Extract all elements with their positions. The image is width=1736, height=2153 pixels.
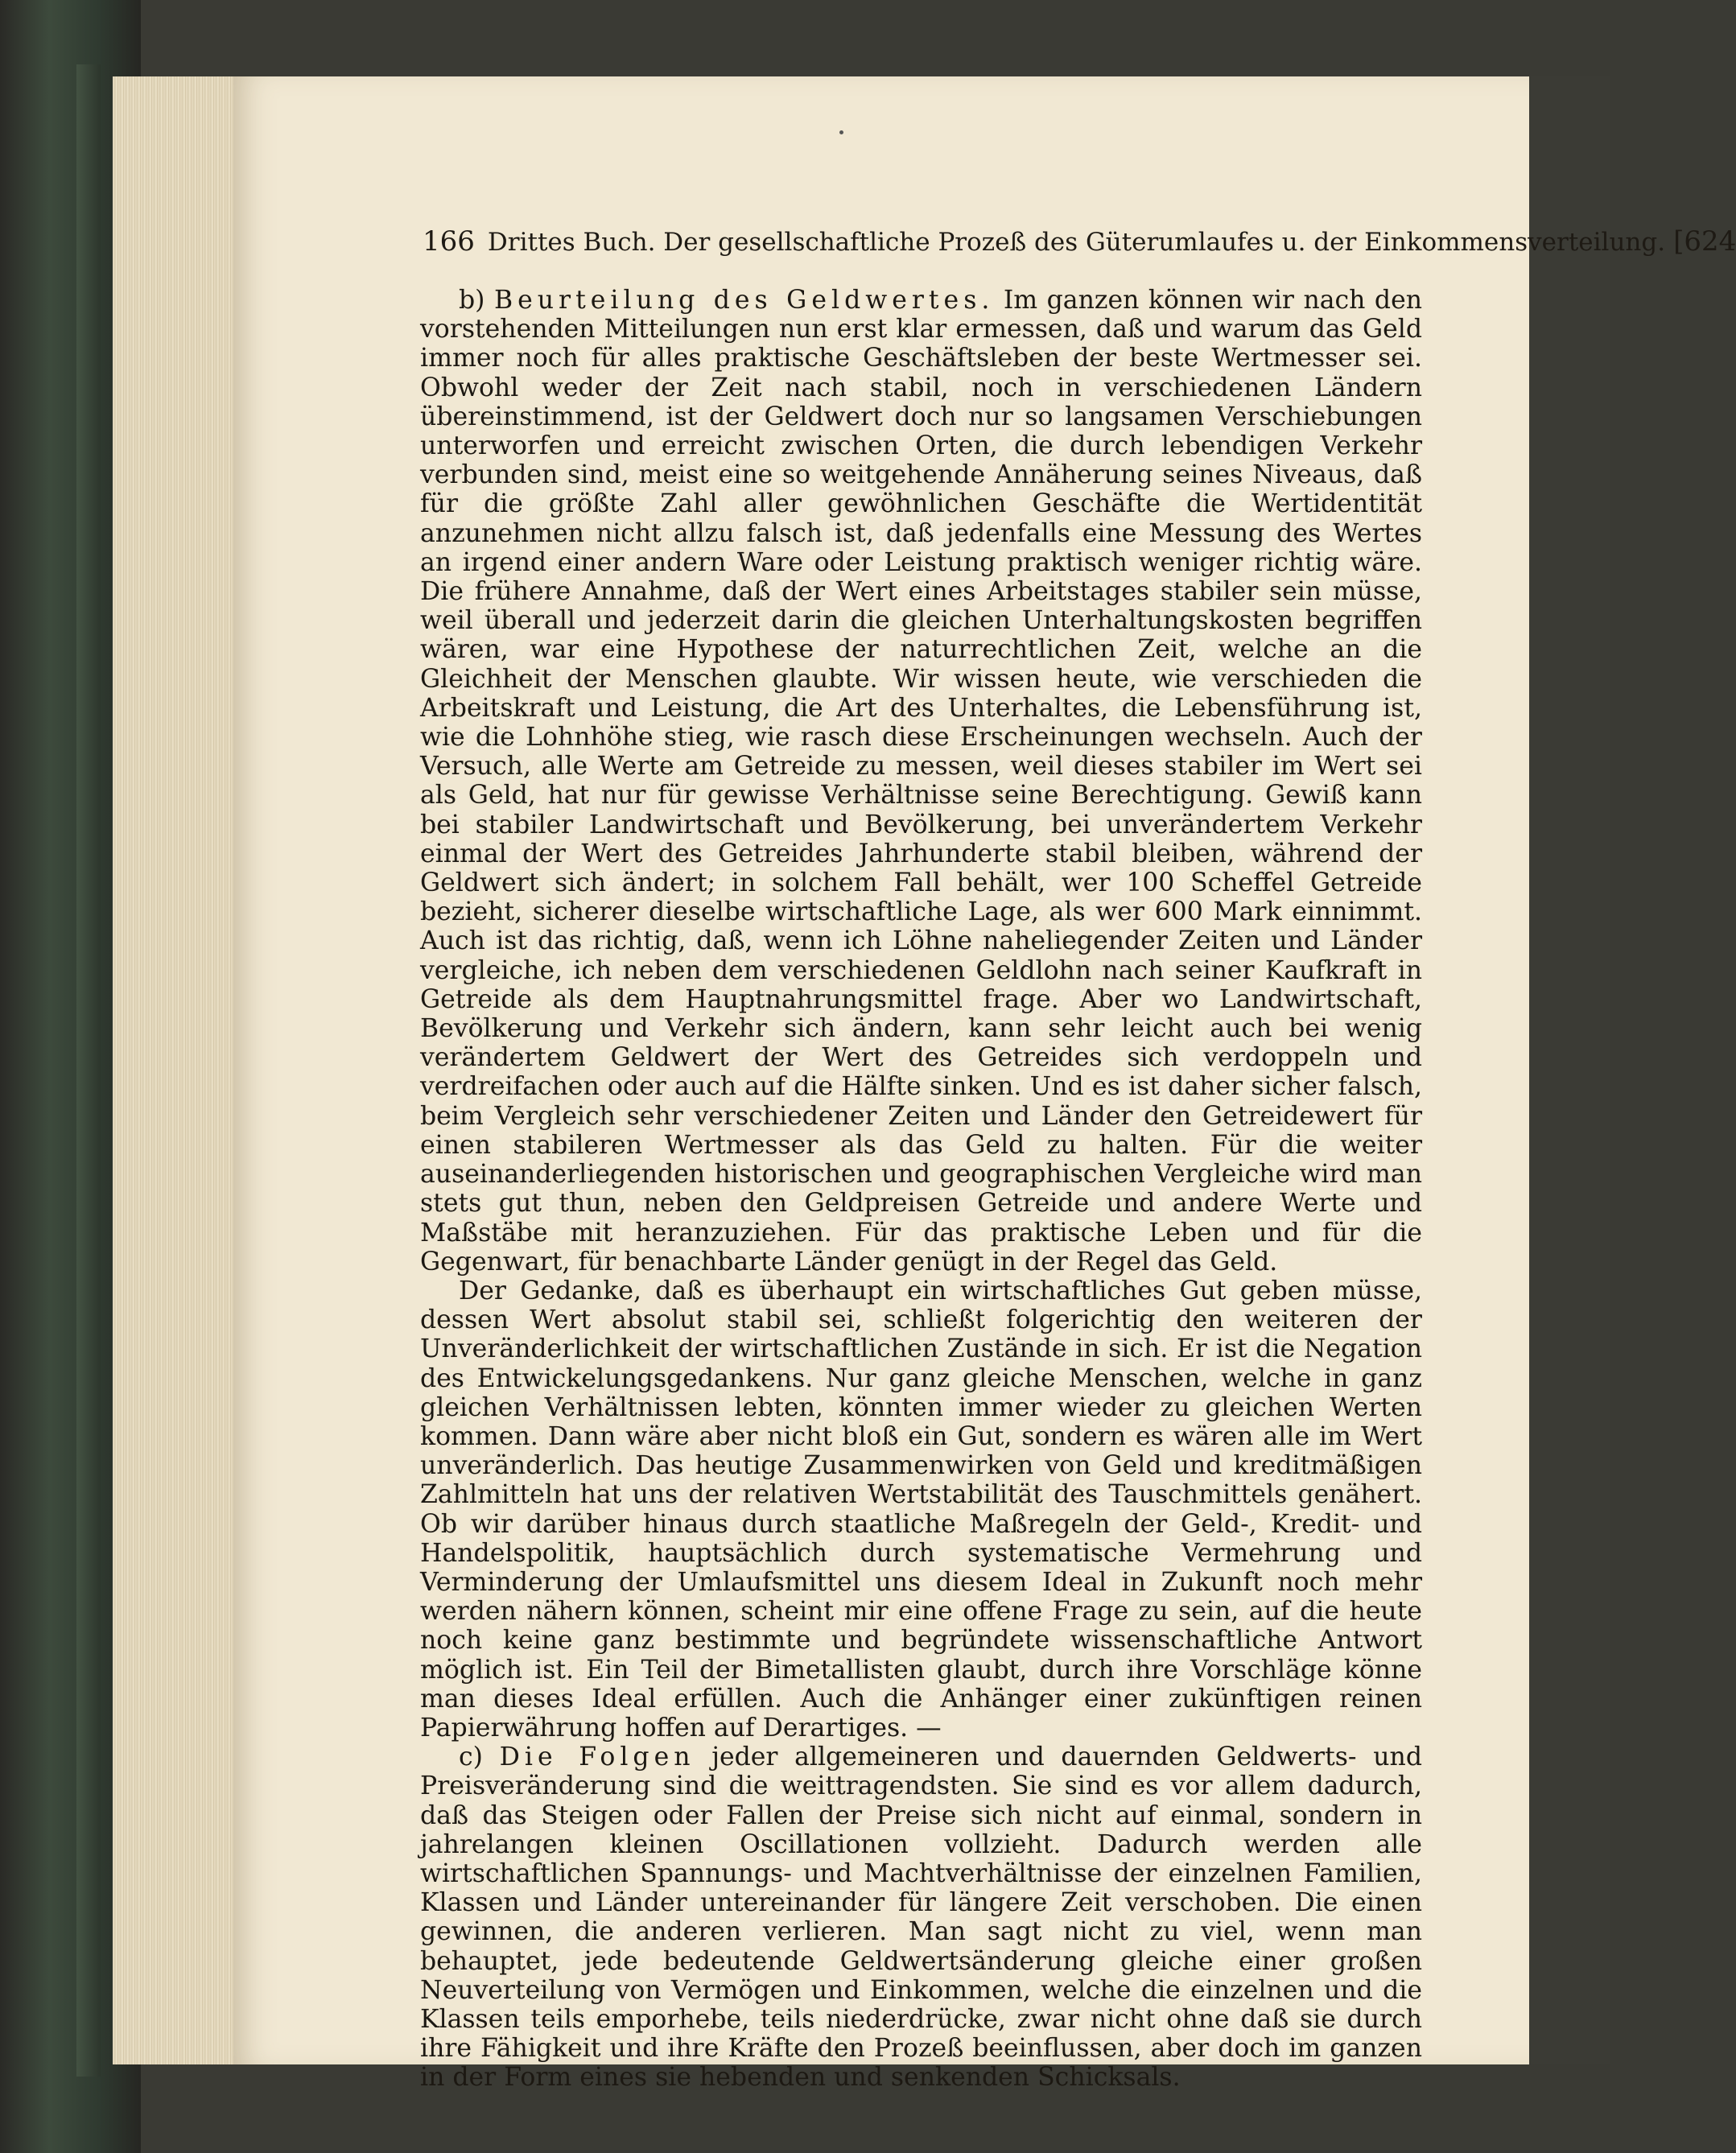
body-text: [420, 286, 1422, 2093]
paper-speck: [839, 130, 843, 134]
running-title: Drittes Buch. Der gesellschaftliche Prozeß des Güterumlaufes u. der Einkommensverteilung.: [487, 228, 1666, 257]
paragraph-c: [420, 1743, 1422, 2092]
paragraph-text: jeder allgemeineren und dauernden Geldwerts- und Preisveränderung sind die weittragendsten. Sie sind es vor allem dadurch, daß das Steigen oder Fallen der Preise sich nicht auf einmal, sondern in jahrelangen kleinen Oscillationen vollzieht. Dadurch werden alle wirtschaftlichen Spannungs- und Machtverhältnisse der einzelnen Familien, Klassen und Länder untereinander für längere Zeit verschoben. Die einen gewinnen, die anderen verlieren. Man sagt nicht zu viel, wenn man behauptet, jede bedeutende Geldwertsänderung gleiche einer großen Neuverteilung von Vermögen und Einkommen, welche die einzelnen und die Klassen teils emporhebe, teils niederdrücke, zwar nicht ohne daß sie durch ihre Fähigkeit und ihre Kräfte den Prozeß beeinflussen, aber doch im ganzen in der Form eines sie hebenden und senkenden Schicksals.: [420, 1743, 1422, 2093]
paragraph: Der Gedanke, daß es überhaupt ein wirtschaftliches Gut geben müsse, dessen Wert absolut stabil sei, schließt folgerichtig den weiteren der Unveränderlichkeit der wirtschaftlichen Zustände in sich. Er ist die Negation des Entwickelungsgedankens. Nur ganz gleiche Menschen, welche in ganz gleichen Verhältnissen lebten, könnten immer wieder zu gleichen Werten kommen. Dann wäre aber nicht bloß ein Gut, sondern es wären alle im Wert unveränderlich. Das heutige Zusammenwirken von Geld und kreditmäßigen Zahlmitteln hat uns der relativen Wertstabilität des Tauschmittels genähert. Ob wir darüber hinaus durch staatliche Maßregeln der Geld-, Kredit- und Handelspolitik, hauptsächlich durch systematische Vermehrung und Verminderung der Umlaufsmittel uns diesem Ideal in Zukunft noch mehr werden nähern können, scheint mir eine offene Frage zu sein, auf die heute noch keine ganz bestimmte und begründete wissenschaftliche Antwort möglich ist. Ein Teil der Bimetallisten glaubt, durch ihre Vorschläge könne man dieses Ideal erfüllen. Auch die Anhänger einer zukünftigen reinen Papierwährung hoffen auf Derartiges. —: [420, 1276, 1422, 1743]
paragraph-b: [420, 286, 1422, 1277]
running-head: [423, 225, 1736, 258]
paragraph-text: Im ganzen können wir nach den vorstehenden Mitteilungen nun erst klar ermessen, daß und warum das Geld immer noch für alles praktische Geschäftsleben der beste Wertmesser sei. Obwohl weder der Zeit nach stabil, noch in verschiedenen Ländern übereinstimmend, ist der Geldwert doch nur so langsamen Verschiebungen unterworfen und erreicht zwischen Orten, die durch lebendigen Verkehr verbunden sind, meist eine so weitgehende Annäherung seines Niveaus, daß für die größte Zahl aller gewöhnlichen Geschäfte die Wertidentität anzunehmen nicht allzu falsch ist, daß jedenfalls eine Messung des Wertes an irgend einer andern Ware oder Leistung praktisch weniger richtig wäre. Die frühere Annahme, daß der Wert eines Arbeitstages stabiler sein müsse, weil überall und jederzeit darin die gleichen Unterhaltungskosten begriffen wären, war eine Hypothese der naturrechtlichen Zeit, welche an die Gleichheit der Menschen glaubte. Wir wissen heute, wie verschieden die Arbeitskraft und Leistung, die Art des Unterhaltes, die Lebensführung ist, wie die Lohnhöhe stieg, wie rasch diese Erscheinungen wechseln. Auch der Versuch, alle Werte am Getreide zu messen, weil dieses stabiler im Wert sei als Geld, hat nur für gewisse Verhältnisse seine Berechtigung. Gewiß kann bei stabiler Landwirtschaft und Bevölkerung, bei unverändertem Verkehr einmal der Wert des Getreides Jahrhunderte stabil bleiben, während der Geldwert sich ändert; in solchem Fall behält, wer 100 Scheffel Getreide bezieht, sicherer dieselbe wirtschaftliche Lage, als wer 600 Mark einnimmt. Auch ist das richtig, daß, wenn ich Löhne naheliegender Zeiten und Länder vergleiche, ich neben dem verschiedenen Geldlohn nach seiner Kaufkraft in Getreide als dem Hauptnahrungsmittel frage. Aber wo Landwirtschaft, Bevölkerung und Verkehr sich ändern, kann sehr leicht auch bei wenig verändertem Geldwert der Wert des Getreides sich verdoppeln und verdreifachen oder auch auf die Hälfte sinken. Und es ist daher sicher falsch, beim Vergleich sehr verschiedener Zeiten und Länder den Getreidewert für einen stabileren Wertmesser als das Geld zu halten. Für die weiter auseinanderliegenden historischen und geographischen Vergleiche wird man stets gut thun, neben den Geldpreisen Getreide und andere Werte und Maßstäbe mit heranzuziehen. Für das praktische Leben und für die Gegenwart, für benachbarte Länder genügt in der Regel das Geld.: [420, 286, 1423, 1277]
book-spine: [76, 64, 101, 2077]
section-label: b): [459, 286, 485, 315]
marginal-reference: [624: [1673, 225, 1736, 258]
page-number: 166: [423, 225, 475, 258]
background-edge: [1529, 76, 1610, 2064]
section-label: c): [459, 1743, 483, 1772]
section-heading: Beurteilung des Geldwertes.: [493, 286, 995, 315]
section-heading: Die Folgen: [499, 1743, 695, 1772]
page-edges: [113, 76, 241, 2064]
